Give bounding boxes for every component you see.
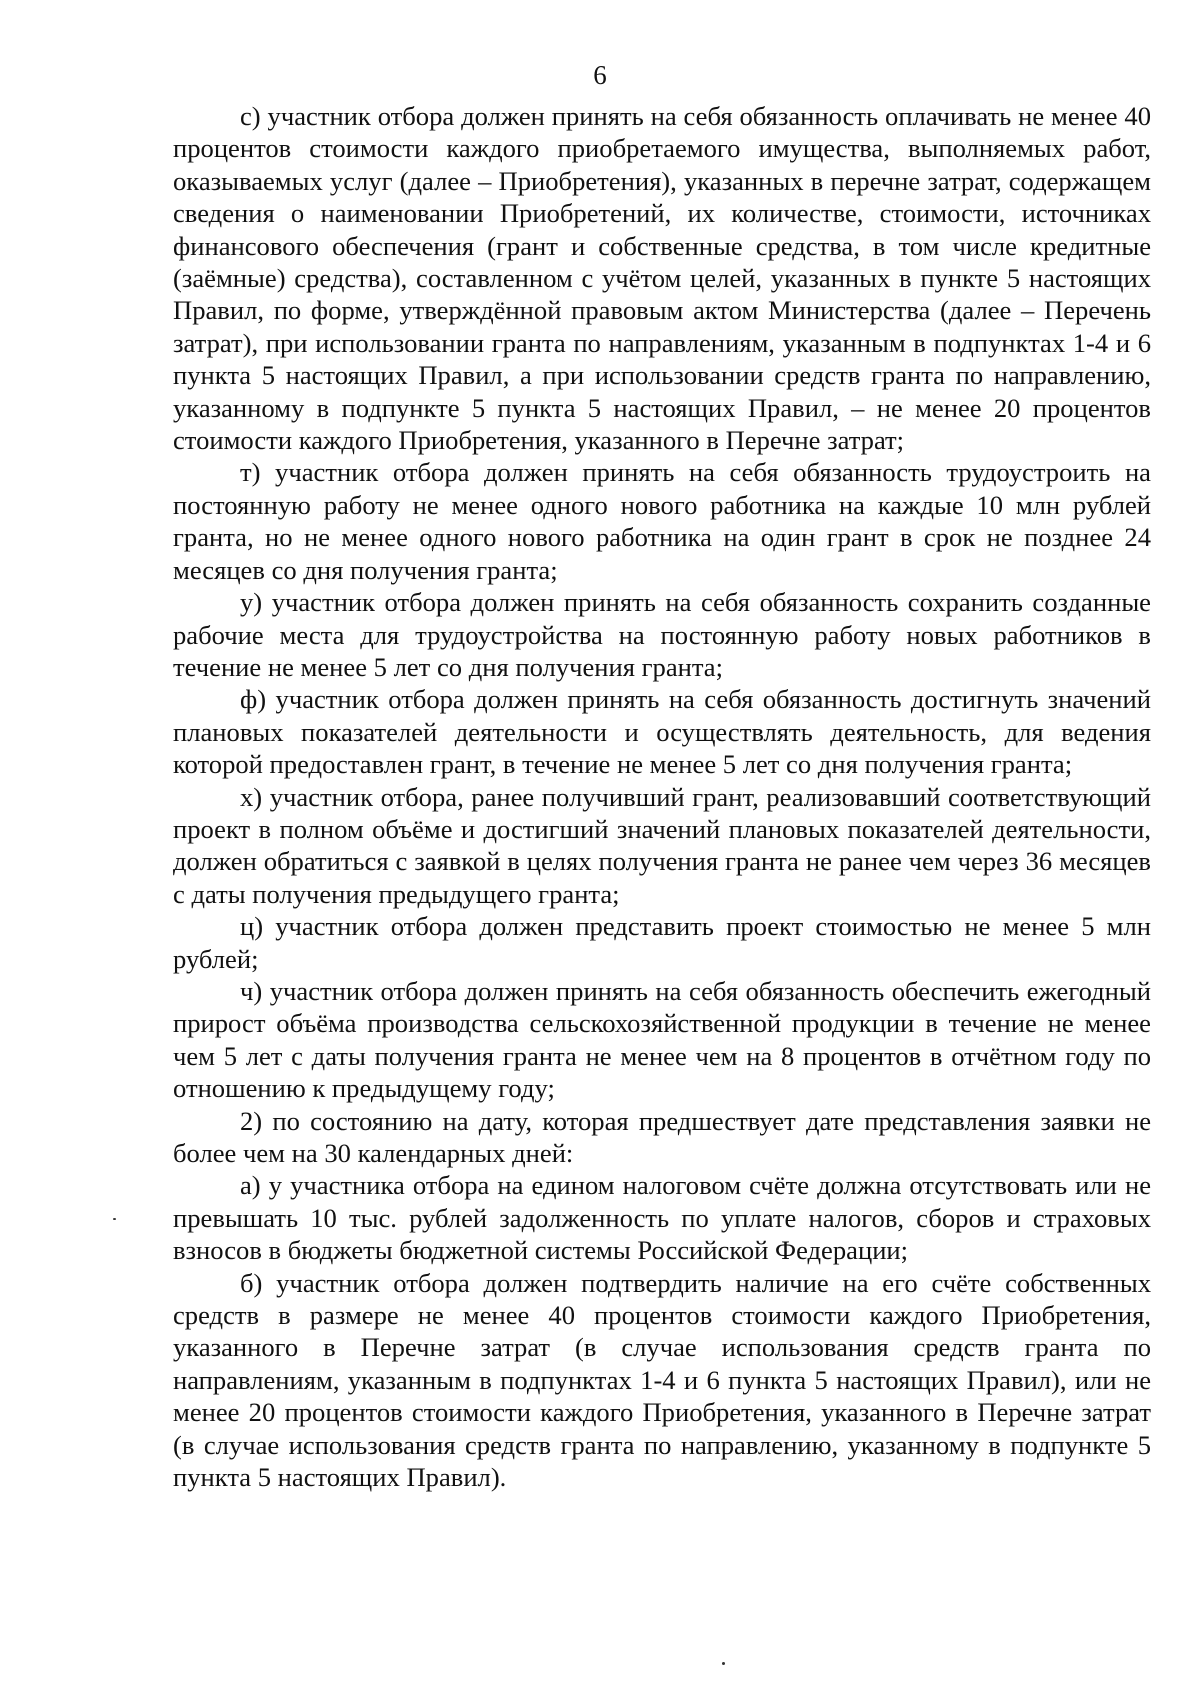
document-body	[173, 100, 1151, 1493]
paragraph-u: у) участник отбора должен принять на себя обязанность сохранить созданные рабочие места для трудоустройства на постоянную работу новых работников в течение не менее 5 лет со дня получения гранта;	[173, 587, 1151, 682]
paragraph-b: б) участник отбора должен подтвердить наличие на его счёте собственных средств в размере не менее 40 процентов стоимости каждого Приобретения, указанного в Перечне затрат (в случае использования средств гранта по направлениям, указанным в подпунктах 1-4 и 6 пункта 5 настоящих Правил), или не менее 20 процентов стоимости каждого Приобретения, указанного в Перечне затрат (в случае использования средств гранта по направлению, указанному в подпункте 5 пункта 5 настоящих Правил).	[173, 1267, 1151, 1493]
paragraph-kh: х) участник отбора, ранее получивший грант, реализовавший соответствующий проект в полном объёме и достигший значений плановых показателей деятельности, должен обратиться с заявкой в целях получения гранта не ранее чем через 36 месяцев с даты получения предыдущего гранта;	[173, 781, 1151, 909]
paragraph-a: а) у участника отбора на едином налоговом счёте должна отсутствовать или не превышать 10 тыс. рублей задолженность по уплате налогов, сборов и страховых взносов в бюджеты бюджетной системы Российской Федерации;	[173, 1170, 1151, 1266]
paragraph-ts: ц) участник отбора должен представить проект стоимостью не менее 5 млн рублей;	[173, 911, 1151, 974]
paragraph-2: 2) по состоянию на дату, которая предшествует дате представления заявки не более чем на 30 календарных дней:	[173, 1105, 1151, 1168]
page-number: 6	[593, 60, 607, 90]
scan-speck	[722, 1662, 725, 1665]
paragraph-ch: ч) участник отбора должен принять на себя обязанность обеспечить ежегодный прирост объёма производства сельскохозяйственной продукции в течение не менее чем 5 лет с даты получения гранта не менее чем на 8 процентов в отчётном году по отношению к предыдущему году;	[173, 975, 1151, 1104]
paragraph-f: ф) участник отбора должен принять на себя обязанность достигнуть значений плановых показателей деятельности и осуществлять деятельность, для ведения которой предоставлен грант, в течение не менее 5 лет со дня получения гранта;	[173, 684, 1151, 780]
scan-speck	[113, 1218, 116, 1220]
paragraph-t: т) участник отбора должен принять на себя обязанность трудоустроить на постоянную работу не менее одного нового работника на каждые 10 млн рублей гранта, но не менее одного нового работника на один грант в срок не позднее 24 месяцев со дня получения гранта;	[173, 457, 1151, 585]
paragraph-s: с) участник отбора должен принять на себя обязанность оплачивать не менее 40 процентов стоимости каждого приобретаемого имущества, выполняемых работ, оказываемых услуг (далее – Приобретения), указанных в перечне затрат, содержащем сведения о наименовании Приобретений, их количестве, стоимости, источниках финансового обеспечения (грант и собственные средства, в том числе кредитные (заёмные) средства), составленном с учётом целей, указанных в пункте 5 настоящих Правил, по форме, утверждённой правовым актом Министерства (далее – Перечень затрат), при использовании гранта по направлениям, указанным в подпунктах 1-4 и 6 пункта 5 настоящих Правил, а при использовании средств гранта по направлению, указанному в подпункте 5 пункта 5 настоящих Правил, – не менее 20 процентов стоимости каждого Приобретения, указанного в Перечне затрат;	[173, 101, 1151, 456]
